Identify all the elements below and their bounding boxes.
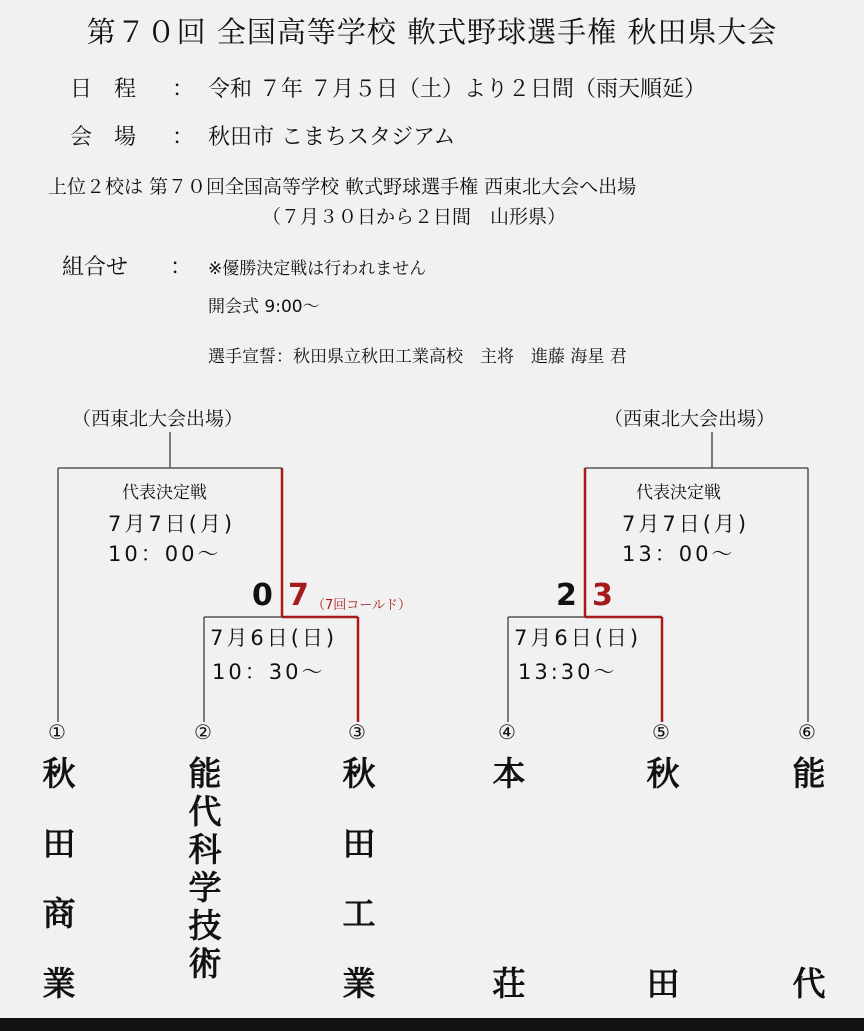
team2-number: ② (194, 720, 212, 744)
advance-line1: 上位２校は 第７０回全国高等学校 軟式野球選手権 西東北大会へ出場 (48, 176, 637, 198)
team-name-char: 荘 (492, 964, 526, 1003)
bracket-label: 組合せ (62, 255, 129, 280)
team3-number: ③ (348, 720, 366, 744)
right-final-date: 7月7日(月) (622, 512, 750, 536)
left-score-winner: 7 (288, 578, 309, 613)
team-name-char: 学 (188, 868, 222, 907)
team-name-char: 業 (342, 964, 376, 1003)
schedule-label: 日 程 (70, 77, 137, 102)
team-name-char (638, 827, 688, 897)
team-name-char: 秋 (342, 754, 376, 793)
venue-colon: ： (172, 125, 195, 150)
team3-name (334, 754, 384, 1007)
right-final-label: 代表決定戦 (636, 483, 721, 503)
team-name-char: 術 (188, 944, 222, 983)
right-score-loser: 2 (556, 578, 577, 613)
right-final-time: 13：00～ (622, 542, 736, 566)
team-name-char: 田 (42, 824, 76, 863)
team4-name (484, 754, 534, 1007)
team-name-char: 技 (188, 906, 222, 945)
schedule-value: 令和 ７年 ７月５日（土）より２日間（雨天順延） (208, 77, 706, 102)
team2-name (180, 754, 230, 987)
left-semi-date: 7月6日(日) (210, 626, 338, 650)
bracket-colon: ： (170, 255, 193, 280)
team-name-char: 秋 (42, 754, 76, 793)
team-name-char: 工 (342, 894, 376, 933)
bracket-note: ※優勝決定戦は行われません (208, 259, 427, 279)
opening-ceremony: 開会式 9:00～ (208, 297, 320, 317)
team-name-char: 能 (792, 754, 826, 793)
page-title: 第７０回 全国高等学校 軟式野球選手権 秋田県大会 (86, 15, 778, 49)
right-header: （西東北大会出場） (604, 408, 776, 430)
left-header: （西東北大会出場） (72, 408, 244, 430)
team6-number: ⑥ (798, 720, 816, 744)
team1-number: ① (48, 720, 66, 744)
team-name-char (638, 897, 688, 967)
team-name-char: 代 (188, 792, 222, 831)
team-name-char (784, 897, 834, 967)
athlete-oath: 選手宣誓：秋田県立秋田工業高校 主将 進藤 海星 君 (208, 347, 627, 367)
left-score-loser: 0 (252, 578, 273, 613)
venue-value: 秋田市 こまちスタジアム (208, 125, 456, 150)
right-semi-date: 7月6日(日) (514, 626, 642, 650)
right-score-winner: 3 (592, 578, 613, 613)
left-final-time: 10：00～ (108, 542, 222, 566)
team4-number: ④ (498, 720, 516, 744)
right-semi-time: 13:30～ (518, 660, 618, 684)
team-name-char: 業 (42, 964, 76, 1003)
team-name-char: 本 (492, 754, 526, 793)
team6-name (784, 754, 834, 1007)
schedule-colon: ： (172, 77, 195, 102)
team-name-char: 田 (646, 964, 680, 1003)
venue-label: 会 場 (70, 125, 137, 150)
left-final-label: 代表決定戦 (122, 483, 207, 503)
team-name-char: 商 (42, 894, 76, 933)
left-semi-time: 10：30～ (212, 660, 326, 684)
left-final-date: 7月7日(月) (108, 512, 236, 536)
team1-name (34, 754, 84, 1007)
advance-line2: （７月３０日から２日間 山形県） (262, 206, 567, 228)
left-score-note: （7回コールド） (312, 598, 412, 613)
team-name-char: 科 (188, 830, 222, 869)
team-name-char (484, 827, 534, 897)
team5-number: ⑤ (652, 720, 670, 744)
team5-name (638, 754, 688, 1007)
team-name-char (484, 897, 534, 967)
team-name-char: 代 (792, 964, 826, 1003)
team-name-char: 能 (188, 754, 222, 793)
team-name-char: 秋 (646, 754, 680, 793)
team-name-char: 田 (342, 824, 376, 863)
team-name-char (784, 827, 834, 897)
bottom-bar (0, 1018, 864, 1031)
